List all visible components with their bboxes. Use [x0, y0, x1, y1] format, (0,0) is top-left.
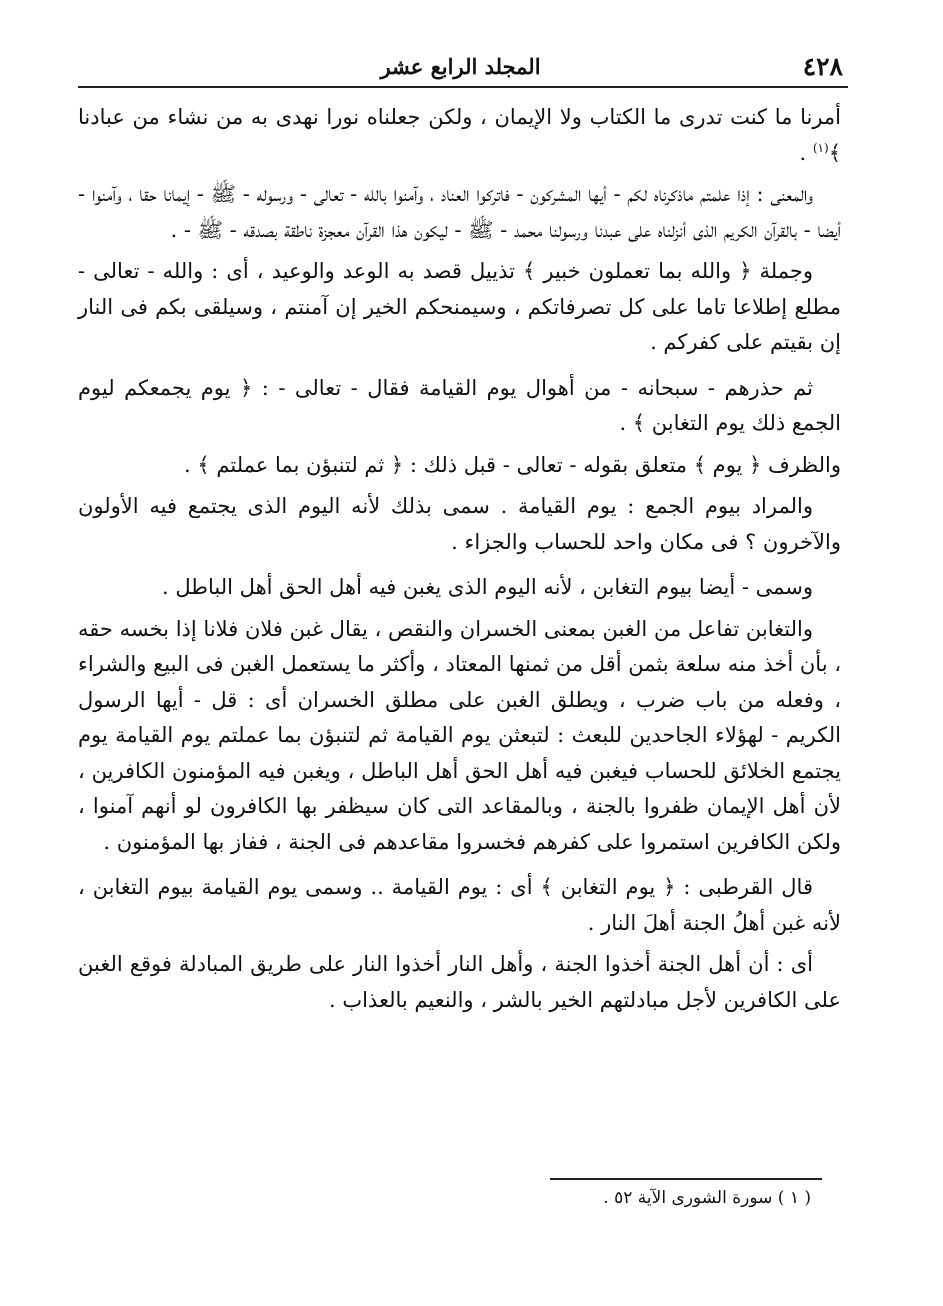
paragraph-7: وسمى - أيضا بيوم التغابن ، لأنه اليوم الذى يغبن فيه أهل الحق أهل الباطل . — [162, 575, 813, 599]
footnote-divider — [550, 1178, 822, 1180]
paragraph-1-end: . — [799, 140, 813, 165]
paragraph-4: ثم حذرهم - سبحانه - من أهوال يوم القيامة فقال - تعالى - : ﴿ يوم يجمعكم ليوم الجمع ذلك يوم التغابن ﴾ . — [78, 375, 841, 435]
paragraph-8: والتغابن تفاعل من الغبن بمعنى الخسران والنقص ، يقال غبن فلان فلانا إذا بخسه حقه ، بأن أخذ منه سلعة بثمن أقل من ثمنها المعتاد ، وأكثر ما يستعمل الغبن فى البيع والشراء ، وفعله من باب ضرب ، ويطلق الغبن على مطلق الخسران أى : قل - أيها الرسول الكريم - لهؤلاء الجاحدين للبعث : لتبعثن يوم القيامة ثم لتنبؤن بما عملتم يوم القيامة يوم يجتمع الخلائق للحساب فيغبن فيه أهل الحق أهل الباطل ، ويغبن فيه المؤمنون الكافرين ، لأن أهل الإيمان ظفروا بالجنة ، وبالمقاعد التى كان سيظفر بها الكافرون لو أنهم آمنوا ، ولكن الكافرين استمروا على كفرهم فخسروا مقاعدهم فى الجنة ، ففاز بها المؤمنون . — [78, 616, 841, 854]
paragraph-3: وجملة ﴿ والله بما تعملون خبير ﴾ تذييل قصد به الوعد والوعيد ، أى : والله - تعالى - مطلع إطلاعا تاما على كل تصرفاتكم ، وسيمنحكم الخير إن آمنتم ، وسيلقى بكم فى النار إن بقيتم على كفركم . — [78, 259, 841, 354]
footnote-reference[interactable]: (١) — [812, 140, 829, 155]
paragraph-1-text: أمرنا ما كنت تدرى ما الكتاب ولا الإيمان ، ولكن جعلناه نورا نهدى به من نشاء من عبادنا — [78, 105, 841, 129]
main-text — [78, 100, 841, 1024]
page-header — [78, 52, 843, 86]
paragraph-5: والظرف ﴿ يوم ﴾ متعلق بقوله - تعالى - قبل ذلك : ﴿ ثم لتنبؤن بما عملتم ﴾ . — [184, 452, 841, 477]
paragraph-6: والمراد بيوم الجمع : يوم القيامة . سمى بذلك لأنه اليوم الذى يجتمع فيه الأولون والآخرون ؟ فى مكان واحد للحساب والجزاء . — [78, 494, 841, 554]
running-title: المجلد الرابع عشر — [380, 54, 541, 79]
paragraph-2: والمعنى : إذا علمتم ماذكرناه لكم - أيها المشركون - فاتركوا العناد ، وآمنوا بالله - تعالى - ورسوله - ﷺ - إيمانا حقا ، وآمنوا - أيضا - بالقرآن الكريم الذى أنزلناه على عبدنا ورسولنا محمد - ﷺ - ليكون هذا القرآن معجزة ناطقة بصدقه - ﷺ - . — [78, 182, 841, 242]
paragraph-1 — [78, 100, 841, 171]
header-divider — [78, 86, 848, 88]
footnote: ( ١ ) سورة الشورى الآية ٥٢ . — [603, 1188, 811, 1208]
page-number: ٤٢٨ — [802, 52, 843, 81]
paragraph-10: أى : أن أهل الجنة أخذوا الجنة ، وأهل النار أخذوا النار على طريق المبادلة فوقع الغبن على الكافرين لأجل مبادلتهم الخير بالشر ، والنعيم بالعذاب . — [78, 952, 841, 1012]
quran-close-bracket: ﴾ — [828, 140, 841, 165]
paragraph-9: قال القرطبى : ﴿ يوم التغابن ﴾ أى : يوم القيامة .. وسمى يوم القيامة بيوم التغابن ، لأنه غبن أهلُ الجنة أهلَ النار . — [78, 875, 841, 935]
